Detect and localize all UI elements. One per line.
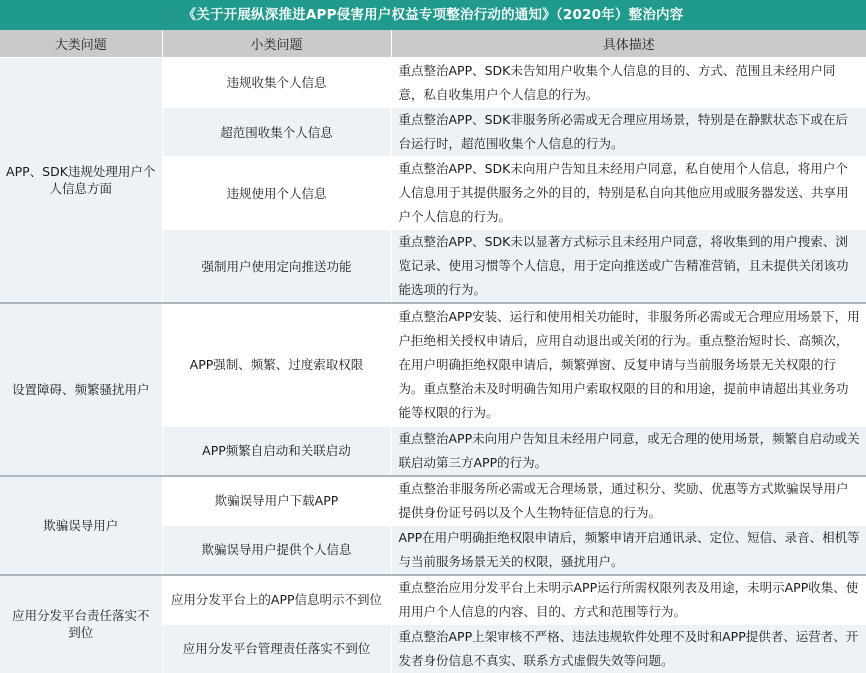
subcategory-cell: APP强制、频繁、过度索取权限 (162, 303, 391, 426)
subcategory-cell: 应用分发平台上的APP信息明示不到位 (162, 575, 391, 625)
table-row (0, 303, 866, 426)
description-cell: 重点整治APP上架审核不严格、违法违规软件处理不及时和APP提供者、运营者、开发者身份信息不真实、联系方式虚假失效等问题。 (391, 624, 866, 673)
header-subcategory: 小类问题 (162, 30, 391, 58)
category-cell: APP、SDK违规处理用户个人信息方面 (0, 58, 162, 304)
category-cell: 设置障碍、频繁骚扰用户 (0, 303, 162, 476)
rectification-table (0, 30, 866, 673)
description-cell: 重点整治APP、SDK未告知用户收集个人信息的目的、方式、范围且未经用户同意，私自收集用户个人信息的行为。 (391, 58, 866, 108)
description-cell: 重点整治非服务所必需或无合理场景，通过积分、奖励、优惠等方式欺骗误导用户提供身份证号码以及个人生物特征信息的行为。 (391, 476, 866, 526)
subcategory-cell: 应用分发平台管理责任落实不到位 (162, 624, 391, 673)
subcategory-cell: 超范围收集个人信息 (162, 108, 391, 157)
document-title: 《关于开展纵深推进APP侵害用户权益专项整治行动的通知》（2020年）整治内容 (0, 0, 866, 30)
subcategory-cell: 违规使用个人信息 (162, 157, 391, 230)
table-row (0, 58, 866, 108)
description-cell: 重点整治APP、SDK非服务所必需或无合理应用场景，特别是在静默状态下或在后台运行时，超范围收集个人信息的行为。 (391, 108, 866, 157)
subcategory-cell: 违规收集个人信息 (162, 58, 391, 108)
description-cell: 重点整治APP安装、运行和使用相关功能时，非服务所必需或无合理应用场景下，用户拒绝相关授权申请后，应用自动退出或关闭的行为。重点整治短时长、高频次，在用户明确拒绝权限申请后，频繁弹窗、反复申请与当前服务场景无关权限的行为。重点整治未及时明确告知用户索取权限的目的和用途，提前申请超出其业务功能等权限的行为。 (391, 303, 866, 426)
header-category: 大类问题 (0, 30, 162, 58)
category-cell: 欺骗误导用户 (0, 476, 162, 575)
description-cell: 重点整治APP未向用户告知且未经用户同意，或无合理的使用场景，频繁自启动或关联启动第三方APP的行为。 (391, 426, 866, 476)
header-description: 具体描述 (391, 30, 866, 58)
subcategory-cell: 欺骗误导用户下载APP (162, 476, 391, 526)
description-cell: 重点整治APP、SDK未以显著方式标示且未经用户同意，将收集到的用户搜索、浏览记录、使用习惯等个人信息，用于定向推送或广告精准营销，且未提供关闭该功能选项的行为。 (391, 230, 866, 304)
category-cell: 应用分发平台责任落实不到位 (0, 575, 162, 673)
subcategory-cell: 欺骗误导用户提供个人信息 (162, 525, 391, 575)
table-header-row (0, 30, 866, 58)
description-cell: APP在用户明确拒绝权限申请后，频繁申请开启通讯录、定位、短信、录音、相机等与当前服务场景无关的权限，骚扰用户。 (391, 525, 866, 575)
description-cell: 重点整治APP、SDK未向用户告知且未经用户同意，私自使用个人信息，将用户个人信息用于其提供服务之外的目的，特别是私自向其他应用或服务器发送、共享用户个人信息的行为。 (391, 157, 866, 230)
description-cell: 重点整治应用分发平台上未明示APP运行所需权限列表及用途，未明示APP收集、使用用户个人信息的内容、目的、方式和范围等行为。 (391, 575, 866, 625)
table-row (0, 476, 866, 526)
subcategory-cell: APP频繁自启动和关联启动 (162, 426, 391, 476)
subcategory-cell: 强制用户使用定向推送功能 (162, 230, 391, 304)
table-row (0, 575, 866, 625)
